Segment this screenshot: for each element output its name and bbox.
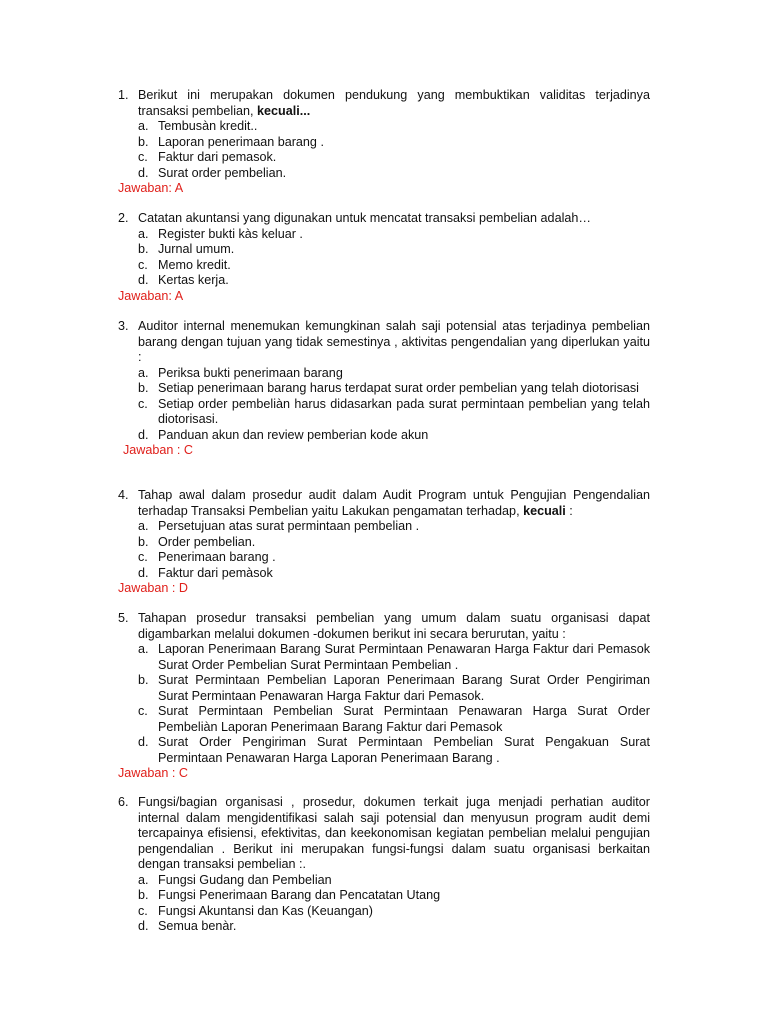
question-6 <box>118 795 650 935</box>
option-d: d. Panduan akun dan review pemberian kode akun <box>138 427 429 442</box>
question-3 <box>118 319 650 459</box>
question-number: 4. <box>118 488 129 502</box>
option-a: a. Fungsi Gudang dan Pembelian <box>138 872 332 887</box>
question-text: Fungsi/bagian organisasi , prosedur, dokumen terkait juga menjadi perhatian auditor internal dalam mengidentifikasi salah saji potensial dan menyusun program audit demi tercapainya efisiensi, efektivitas, dan keekonomisan kegiatan pembelian melalui pengujian pengendalian . Berikut ini merupakan fungsi-fungsi dalam suatu organisasi berkaitan dengan transaksi pembelian :. <box>138 795 650 871</box>
option-b: b. Laporan penerimaan barang . <box>138 134 324 149</box>
answer-key: Jawaban : C <box>123 443 194 457</box>
question-number: 2. <box>118 211 129 225</box>
question-text: Tahap awal dalam prosedur audit dalam Audit Program untuk Pengujian Pengendalian terhadap Transaksi Pembelian yaitu Lakukan pengamatan terhadap, kecuali : <box>138 488 650 518</box>
question-number: 5. <box>118 611 129 625</box>
option-list <box>118 642 650 766</box>
question-number: 3. <box>118 319 129 333</box>
option-b: b. Surat Permintaan Pembelian Laporan Penerimaan Barang Surat Order Pengiriman Surat Permintaan Penawaran Harga Faktur dari Pemasok. <box>138 673 650 703</box>
option-c: c. Memo kredit. <box>138 257 231 272</box>
answer-key: Jawaban: A <box>118 288 184 303</box>
option-a: a. Periksa bukti penerimaan barang <box>138 365 343 380</box>
option-c: c. Fungsi Akuntansi dan Kas (Keuangan) <box>138 903 373 918</box>
answer-key: Jawaban: A <box>118 181 184 195</box>
option-a: a. Register bukti kàs keluar . <box>138 226 303 241</box>
option-b: b. Setiap penerimaan barang harus terdapat surat order pembelian yang telah diotorisasi <box>138 381 639 395</box>
option-a: a. Persetujuan atas surat permintaan pembelian . <box>138 519 420 533</box>
option-d: d. Faktur dari pemàsok <box>138 565 273 580</box>
option-list <box>118 873 650 935</box>
question-text: Berikut ini merupakan dokumen pendukung yang membuktikan validitas terjadinya transaksi pembelian, kecuali... <box>138 88 650 118</box>
question-2 <box>118 211 650 304</box>
question-text: Auditor internal menemukan kemungkinan salah saji potensial atas terjadinya pembelian barang dengan tujuan yang tidak semestinya , aktivitas pengendalian yang diperlukan yaitu : <box>138 319 650 364</box>
answer-key: Jawaban : D <box>118 581 189 595</box>
option-list <box>118 519 650 581</box>
question-number: 1. <box>118 88 129 102</box>
option-b: b. Jurnal umum. <box>138 242 235 256</box>
question-4 <box>118 488 650 597</box>
option-list <box>118 119 650 181</box>
question-text: Tahapan prosedur transaksi pembelian yang umum dalam suatu organisasi dapat digambarkan melalui dokumen -dokumen berikut ini secara berurutan, yaitu : <box>138 611 650 641</box>
option-d: d. Semua benàr. <box>138 919 237 933</box>
option-c: c. Surat Permintaan Pembelian Surat Permintaan Penawaran Harga Surat Order Pembeliàn Laporan Penerimaan Barang Faktur dari Pemasok <box>138 704 650 734</box>
question-5 <box>118 611 650 782</box>
question-number: 6. <box>118 795 129 809</box>
option-c: c. Penerimaan barang . <box>138 550 276 564</box>
answer-key: Jawaban : C <box>118 766 189 780</box>
question-1 <box>118 88 650 197</box>
option-list <box>118 366 650 444</box>
option-b: b. Order pembelian. <box>138 534 256 549</box>
option-d: d. Surat order pembelian. <box>138 165 287 180</box>
option-c: c. Faktur dari pemasok. <box>138 150 277 164</box>
question-text: Catatan akuntansi yang digunakan untuk mencatat transaksi pembelian adalah… <box>138 211 591 225</box>
option-b: b. Fungsi Penerimaan Barang dan Pencatatan Utang <box>138 888 441 902</box>
option-list <box>118 227 650 289</box>
option-d: d. Surat Order Pengiriman Surat Permintaan Pembelian Surat Pengakuan Surat Permintaan Penawaran Harga Laporan Penerimaan Barang . <box>138 735 650 765</box>
option-c: c. Setiap order pembeliàn harus didasarkan pada surat permintaan pembelian yang telah diotorisasi. <box>138 396 650 426</box>
option-d: d. Kertas kerja. <box>138 273 229 287</box>
option-a: a. Laporan Penerimaan Barang Surat Permintaan Penawaran Harga Faktur dari Pemasok Surat Order Pembelian Surat Permintaan Pembelian . <box>138 642 650 672</box>
option-a: a. Tembusàn kredit.. <box>138 119 258 133</box>
